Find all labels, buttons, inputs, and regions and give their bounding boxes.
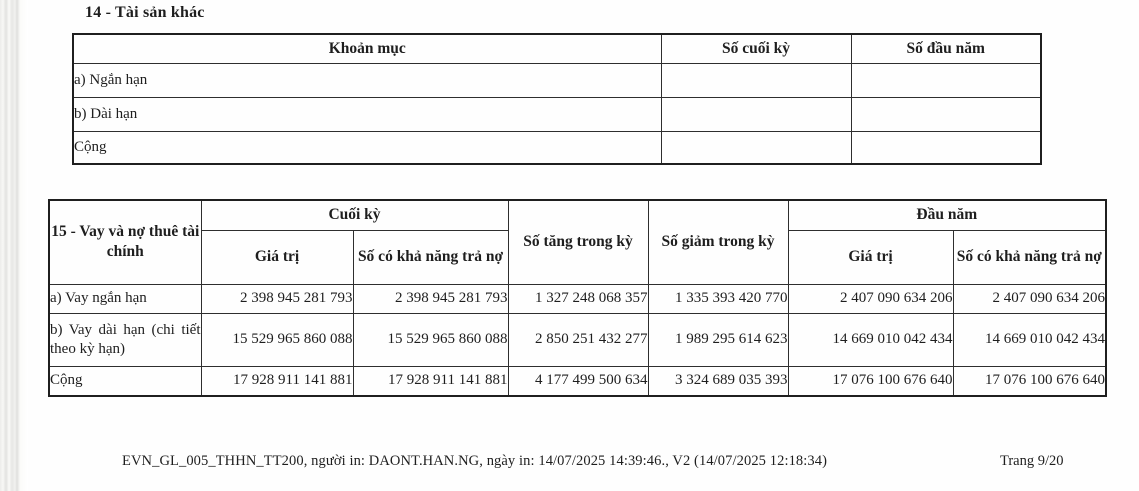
table15-header-beginning-value: Giá trị <box>788 230 953 284</box>
table15-header-beginning-group: Đầu năm <box>788 200 1106 230</box>
table15-header-ending-repayable: Số có khả năng trả nợ <box>353 230 508 284</box>
loans-finance-lease-table <box>48 199 1107 397</box>
beginning-repayable-cell: 2 407 090 634 206 <box>953 284 1106 313</box>
section-14-title: 14 - Tài sản khác <box>85 4 205 21</box>
row-label: a) Vay ngắn hạn <box>49 284 201 313</box>
table15-title-cell: 15 - Vay và nợ thuê tài chính <box>49 200 201 284</box>
table15-row-total <box>49 366 1106 396</box>
beginning-value-cell: 14 669 010 042 434 <box>788 313 953 366</box>
beginning-value-cell: 2 407 090 634 206 <box>788 284 953 313</box>
ending-value-cell: 15 529 965 860 088 <box>201 313 353 366</box>
table14-row-total <box>73 131 1041 164</box>
ending-repayable-cell: 17 928 911 141 881 <box>353 366 508 396</box>
row-label: b) Dài hạn <box>73 97 661 131</box>
ending-value-cell <box>661 97 851 131</box>
table15-row-long-term-loans <box>49 313 1106 366</box>
table14-row-long-term <box>73 97 1041 131</box>
ending-value-cell: 17 928 911 141 881 <box>201 366 353 396</box>
ending-value-cell: 2 398 945 281 793 <box>201 284 353 313</box>
ending-repayable-cell: 2 398 945 281 793 <box>353 284 508 313</box>
table15-header-beginning-repayable: Số có khả năng trả nợ <box>953 230 1106 284</box>
row-label: a) Ngắn hạn <box>73 63 661 97</box>
decrease-cell: 1 335 393 420 770 <box>648 284 788 313</box>
table14-header-beginning: Số đầu năm <box>851 34 1041 63</box>
table15-header-row-1 <box>49 200 1106 230</box>
beginning-value-cell <box>851 131 1041 164</box>
increase-cell: 1 327 248 068 357 <box>508 284 648 313</box>
decrease-cell: 3 324 689 035 393 <box>648 366 788 396</box>
table15-header-increase: Số tăng trong kỳ <box>508 200 648 284</box>
table14-header-item: Khoản mục <box>73 34 661 63</box>
ending-repayable-cell: 15 529 965 860 088 <box>353 313 508 366</box>
beginning-value-cell <box>851 63 1041 97</box>
increase-cell: 2 850 251 432 277 <box>508 313 648 366</box>
table15-header-decrease: Số giảm trong kỳ <box>648 200 788 284</box>
beginning-repayable-cell: 17 076 100 676 640 <box>953 366 1106 396</box>
table15-header-ending-group: Cuối kỳ <box>201 200 508 230</box>
scan-edge-artifact <box>0 0 28 491</box>
beginning-repayable-cell: 14 669 010 042 434 <box>953 313 1106 366</box>
table15-header-ending-value: Giá trị <box>201 230 353 284</box>
beginning-value-cell: 17 076 100 676 640 <box>788 366 953 396</box>
row-label: b) Vay dài hạn (chi tiết theo kỳ hạn) <box>49 313 201 366</box>
beginning-value-cell <box>851 97 1041 131</box>
table14-header-ending: Số cuối kỳ <box>661 34 851 63</box>
print-info-footer: EVN_GL_005_THHN_TT200, người in: DAONT.HAN.NG, ngày in: 14/07/2025 14:39:46., V2 (14/07/2025 12:18:34) <box>122 453 828 469</box>
row-label: Cộng <box>73 131 661 164</box>
increase-cell: 4 177 499 500 634 <box>508 366 648 396</box>
page-number: Trang 9/20 <box>1000 453 1064 469</box>
table14-header-row <box>73 34 1041 63</box>
decrease-cell: 1 989 295 614 623 <box>648 313 788 366</box>
table15-row-short-term-loans <box>49 284 1106 313</box>
row-label: Cộng <box>49 366 201 396</box>
other-assets-table <box>72 33 1042 165</box>
ending-value-cell <box>661 63 851 97</box>
ending-value-cell <box>661 131 851 164</box>
table14-row-short-term <box>73 63 1041 97</box>
